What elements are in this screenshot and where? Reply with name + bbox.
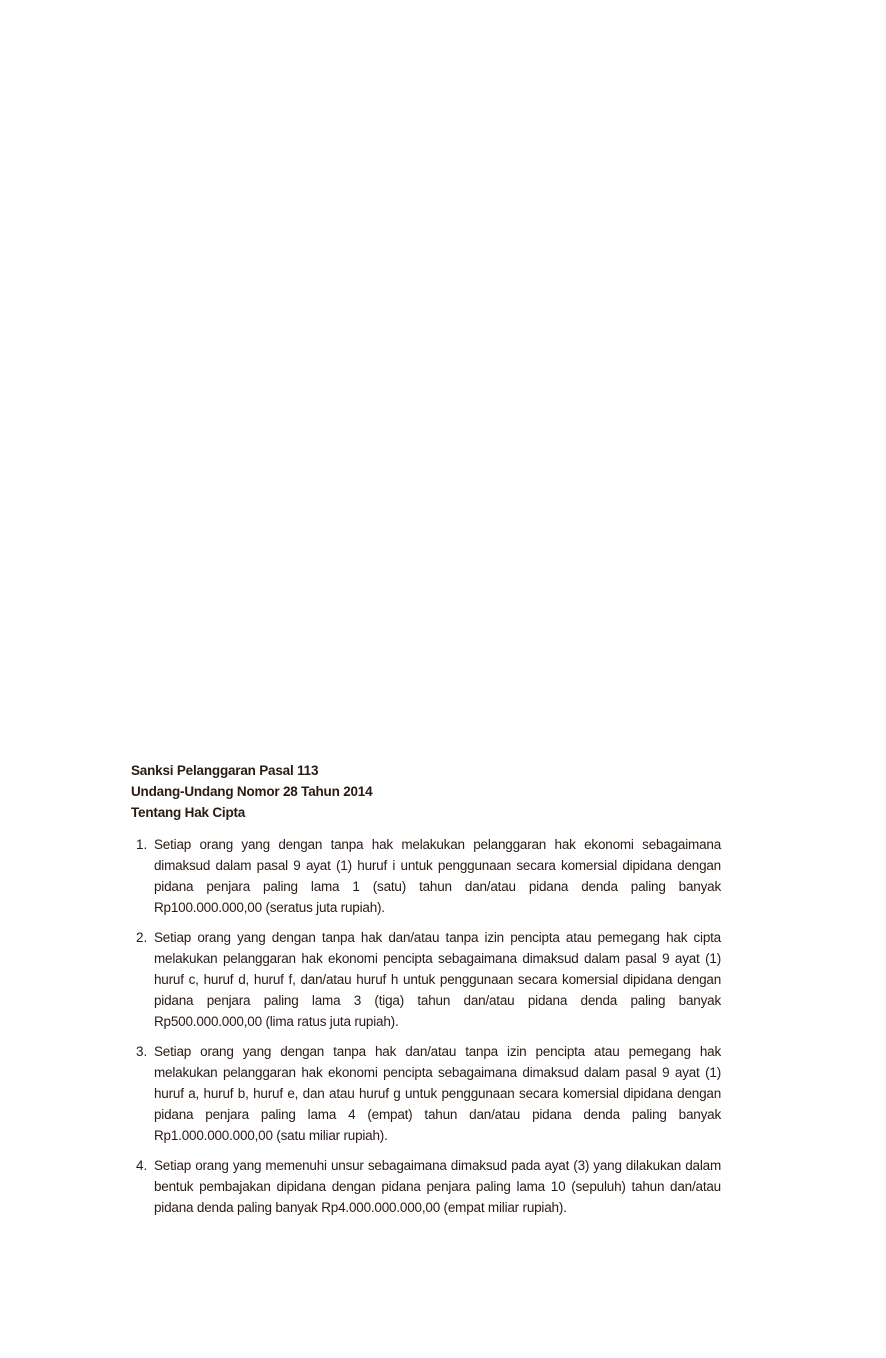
- list-item: [131, 834, 721, 918]
- sanksi-section: [131, 760, 721, 1227]
- heading-undang-undang: Undang-Undang Nomor 28 Tahun 2014: [131, 784, 373, 799]
- heading-hak-cipta: Tentang Hak Cipta: [131, 805, 246, 820]
- list-item: [131, 927, 721, 1032]
- item-number: 3.: [136, 1044, 148, 1059]
- item-text: Setiap orang yang dengan tanpa hak dan/atau tanpa izin pencipta atau pemegang hak cipta melakukan pelanggaran hak ekonomi pencipta sebagaimana dimaksud dalam pasal 9 ayat (1) huruf c, huruf d, huruf f, dan/atau huruf h untuk penggunaan secara komersial dipidana dengan pidana penjara paling lama 3 (tiga) tahun dan/atau pidana denda paling banyak Rp500.000.000,00 (lima ratus juta rupiah).: [154, 930, 721, 1029]
- item-text: Setiap orang yang memenuhi unsur sebagaimana dimaksud pada ayat (3) yang dilakukan dalam bentuk pembajakan dipidana dengan pidana penjara paling lama 10 (sepuluh) tahun dan/atau pidana denda paling banyak Rp4.000.000.000,00 (empat miliar rupiah).: [154, 1158, 721, 1215]
- item-text: Setiap orang yang dengan tanpa hak dan/atau tanpa izin pencipta atau pemegang hak melakukan pelanggaran hak ekonomi pencipta sebagaimana dimaksud dalam pasal 9 ayat (1) huruf a, huruf b, huruf e, dan atau huruf g untuk penggunaan secara komersial dipidana dengan pidana penjara paling lama 4 (empat) tahun dan/atau pidana denda paling banyak Rp1.000.000.000,00 (satu miliar rupiah).: [154, 1044, 721, 1143]
- item-number: 1.: [136, 837, 148, 852]
- item-number: 2.: [136, 930, 148, 945]
- list-item: [131, 1041, 721, 1146]
- item-text: Setiap orang yang dengan tanpa hak melakukan pelanggaran hak ekonomi sebagaimana dimaksud dalam pasal 9 ayat (1) huruf i untuk penggunaan secara komersial dipidana dengan pidana penjara paling lama 1 (satu) tahun dan/atau pidana denda paling banyak Rp100.000.000,00 (seratus juta rupiah).: [154, 837, 721, 915]
- sanksi-list: [131, 834, 721, 1218]
- list-item: [131, 1155, 721, 1218]
- heading-pasal: Sanksi Pelanggaran Pasal 113: [131, 763, 319, 778]
- item-number: 4.: [136, 1158, 148, 1173]
